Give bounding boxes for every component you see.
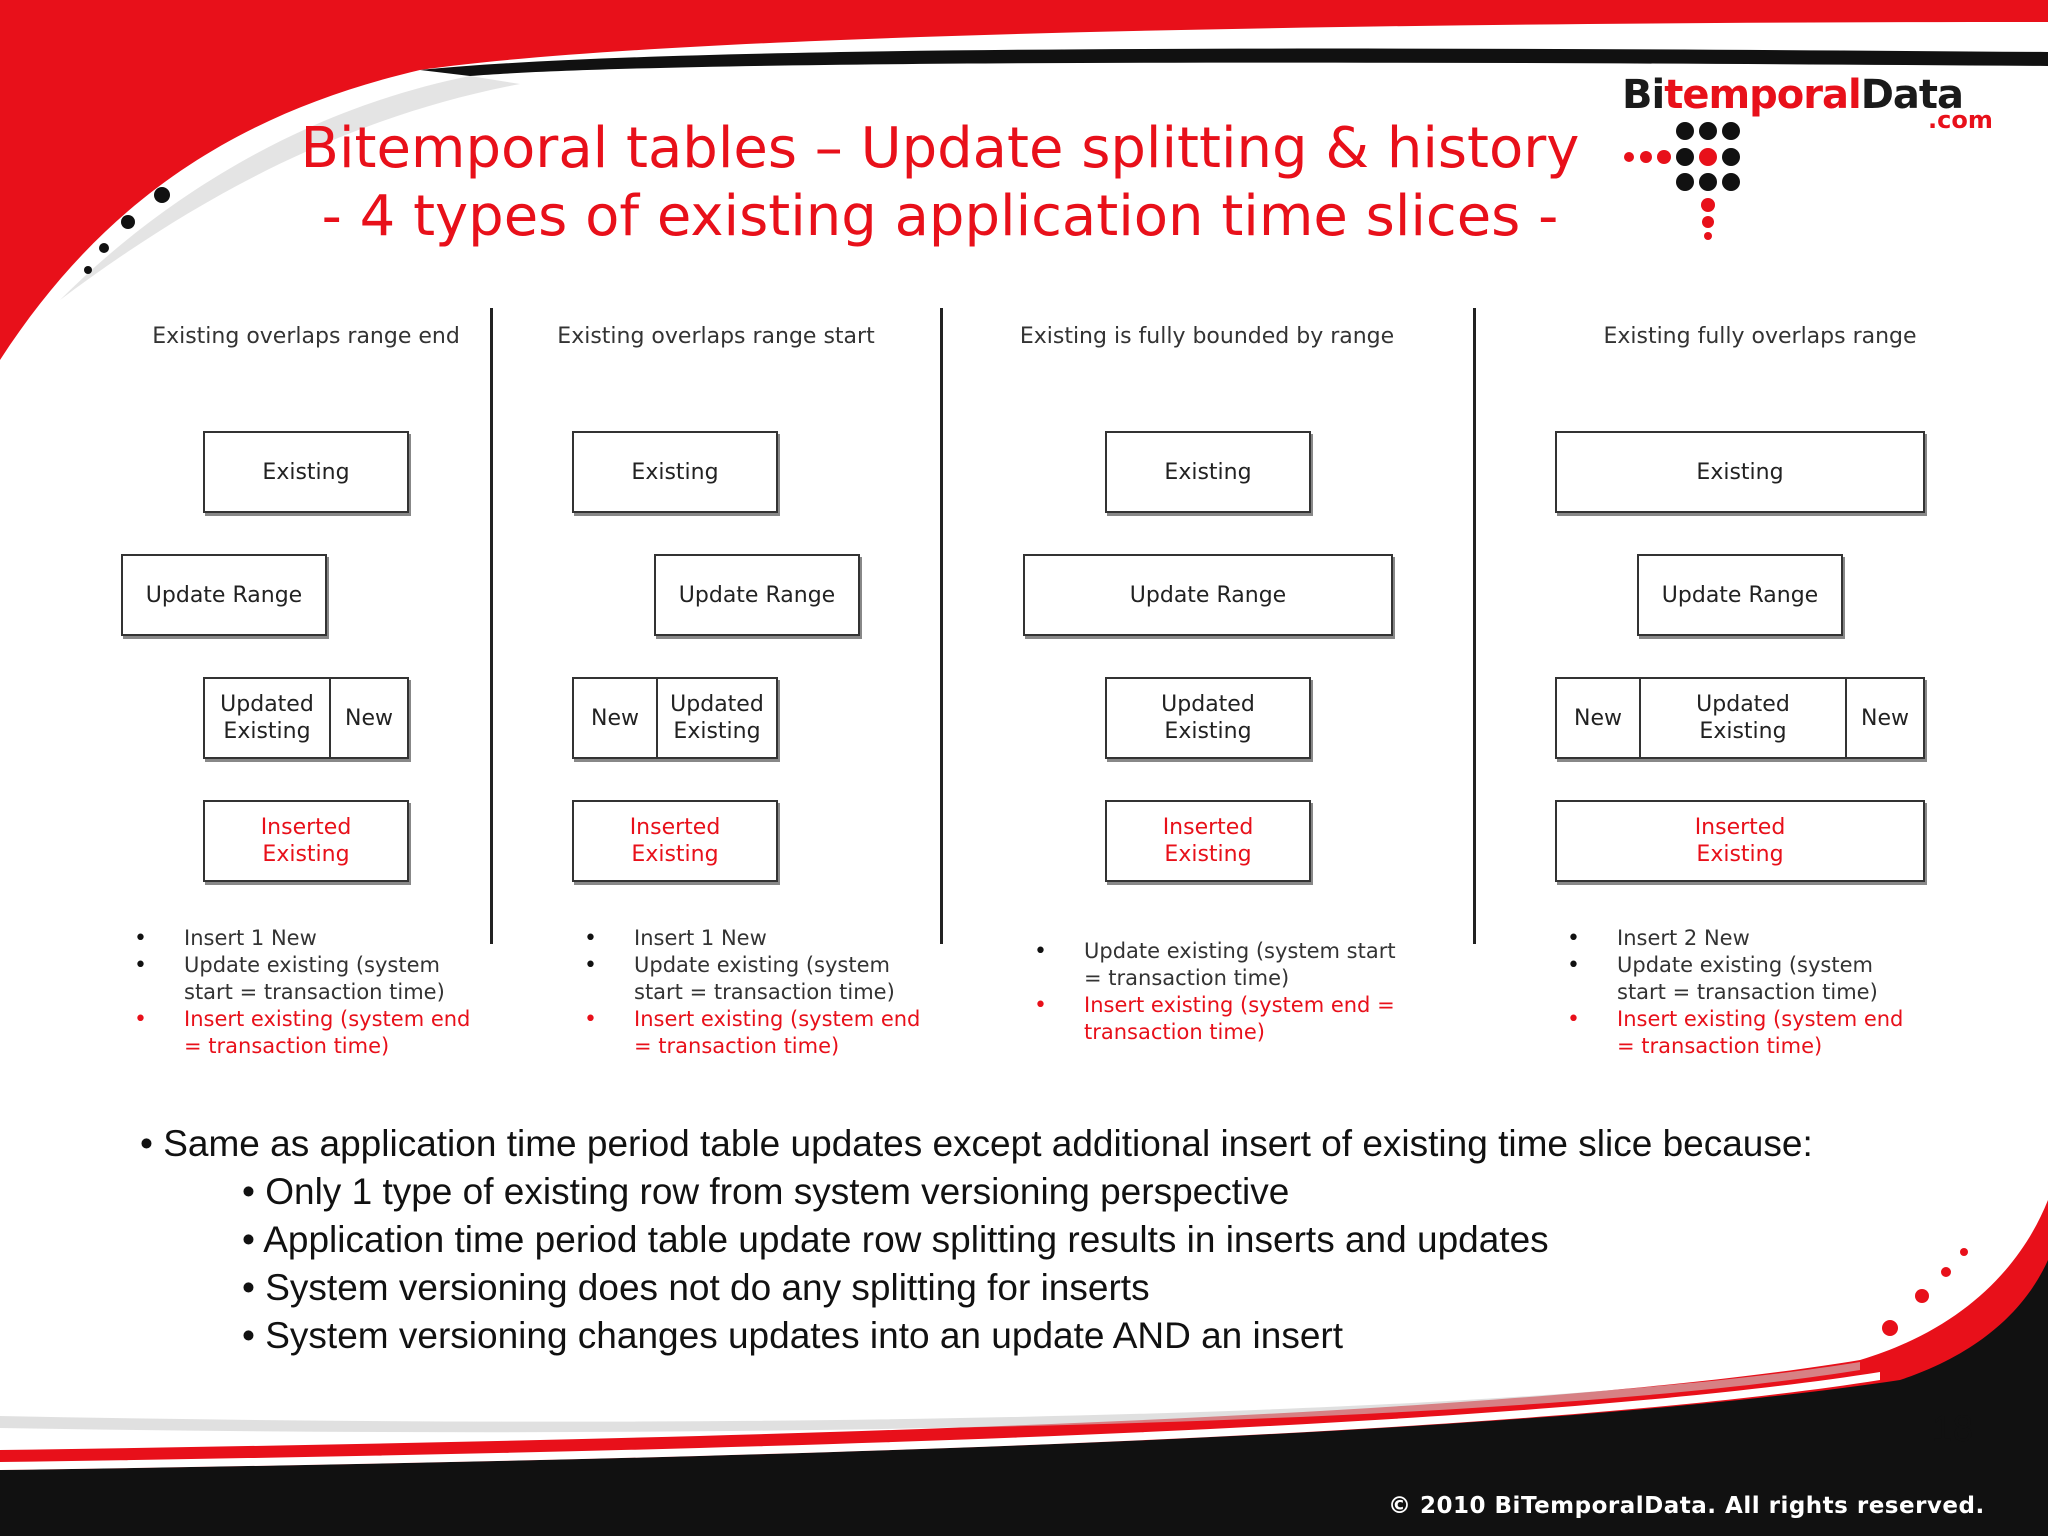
column-heading: Existing overlaps range start xyxy=(557,324,875,349)
note-item: • Update existing (system start = transaction time) xyxy=(584,952,934,1006)
column-notes xyxy=(134,925,484,1060)
note-item: • Update existing (system start = transaction time) xyxy=(1034,938,1404,992)
inserted-existing-box: Inserted Existing xyxy=(572,800,778,882)
note-item: • Insert existing (system end = transaction time) xyxy=(584,1006,934,1060)
dot-decoration xyxy=(1882,1320,1898,1336)
note-item: • Insert existing (system end = transaction time) xyxy=(1567,1006,1917,1060)
slide-title xyxy=(300,115,1580,251)
note-item: • Update existing (system start = transaction time) xyxy=(1567,952,1917,1006)
logo-text-temporal: temporal xyxy=(1664,72,1861,118)
dot-decoration xyxy=(1960,1248,1968,1256)
body-text xyxy=(140,1120,1820,1360)
column-notes xyxy=(1567,925,1917,1060)
dot-decoration xyxy=(1941,1267,1951,1277)
note-item: • Insert 1 New xyxy=(584,925,934,952)
column-notes xyxy=(584,925,934,1060)
page-number: 18 xyxy=(1932,1408,1974,1449)
inserted-existing-box: Inserted Existing xyxy=(1105,800,1311,882)
column-notes xyxy=(1034,938,1404,1046)
body-bullet: • Application time period table update row splitting results in inserts and updates xyxy=(242,1219,1549,1260)
new-segment: New xyxy=(1845,679,1923,757)
new-segment: New xyxy=(329,679,407,757)
result-box xyxy=(1555,677,1925,759)
update-range-box: Update Range xyxy=(121,554,327,636)
inserted-existing-box: Inserted Existing xyxy=(203,800,409,882)
title-line-1: Bitemporal tables – Update splitting & history xyxy=(300,116,1580,181)
note-item: • Update existing (system start = transaction time) xyxy=(134,952,484,1006)
existing-box: Existing xyxy=(1555,431,1925,513)
column-heading: Existing overlaps range end xyxy=(152,324,460,349)
column-heading: Existing is fully bounded by range xyxy=(1019,324,1395,349)
logo-text-data: Data xyxy=(1860,72,1963,118)
company-logo xyxy=(1622,72,1963,118)
update-range-box: Update Range xyxy=(654,554,860,636)
existing-box: Existing xyxy=(1105,431,1311,513)
title-line-2: - 4 types of existing application time slices - xyxy=(321,184,1559,249)
existing-box: Existing xyxy=(572,431,778,513)
dot-decoration xyxy=(99,243,109,253)
logo-com: .com xyxy=(1928,106,1993,134)
logo-text-bi: Bi xyxy=(1622,72,1665,118)
dot-decoration xyxy=(84,266,92,274)
result-box xyxy=(572,677,778,759)
body-intro: • Same as application time period table updates except additional insert of existing time slice because: xyxy=(140,1123,1813,1164)
column-divider xyxy=(940,308,943,944)
column-divider xyxy=(1473,308,1476,944)
updated-existing-box: Updated Existing xyxy=(1105,677,1311,759)
note-item: • Insert 1 New xyxy=(134,925,484,952)
result-box xyxy=(203,677,409,759)
note-item: • Insert existing (system end = transaction time) xyxy=(134,1006,484,1060)
body-bullet: • Only 1 type of existing row from system versioning perspective xyxy=(242,1171,1290,1212)
updated-existing-segment: Updated Existing xyxy=(1639,679,1845,757)
update-range-box: Update Range xyxy=(1637,554,1843,636)
note-item: • Insert 2 New xyxy=(1567,925,1917,952)
column-heading: Existing fully overlaps range xyxy=(1603,324,1917,349)
column-divider xyxy=(490,308,493,944)
update-range-box: Update Range xyxy=(1023,554,1393,636)
dot-decoration xyxy=(1915,1289,1929,1303)
body-bullet: • System versioning changes updates into an update AND an insert xyxy=(242,1315,1344,1356)
dot-decoration xyxy=(121,215,135,229)
existing-box: Existing xyxy=(203,431,409,513)
dot-decoration xyxy=(154,187,170,203)
logo-dots-icon xyxy=(1624,122,1740,240)
body-bullet: • System versioning does not do any splitting for inserts xyxy=(242,1267,1150,1308)
updated-existing-segment: Updated Existing xyxy=(220,692,314,744)
copyright-footer: © 2010 BiTemporalData. All rights reserved. xyxy=(1388,1493,1985,1519)
inserted-existing-box: Inserted Existing xyxy=(1555,800,1925,882)
new-segment: New xyxy=(1574,705,1622,731)
note-item: • Insert existing (system end = transaction time) xyxy=(1034,992,1404,1046)
updated-existing-segment: Updated Existing xyxy=(656,679,776,757)
new-segment: New xyxy=(591,705,639,731)
